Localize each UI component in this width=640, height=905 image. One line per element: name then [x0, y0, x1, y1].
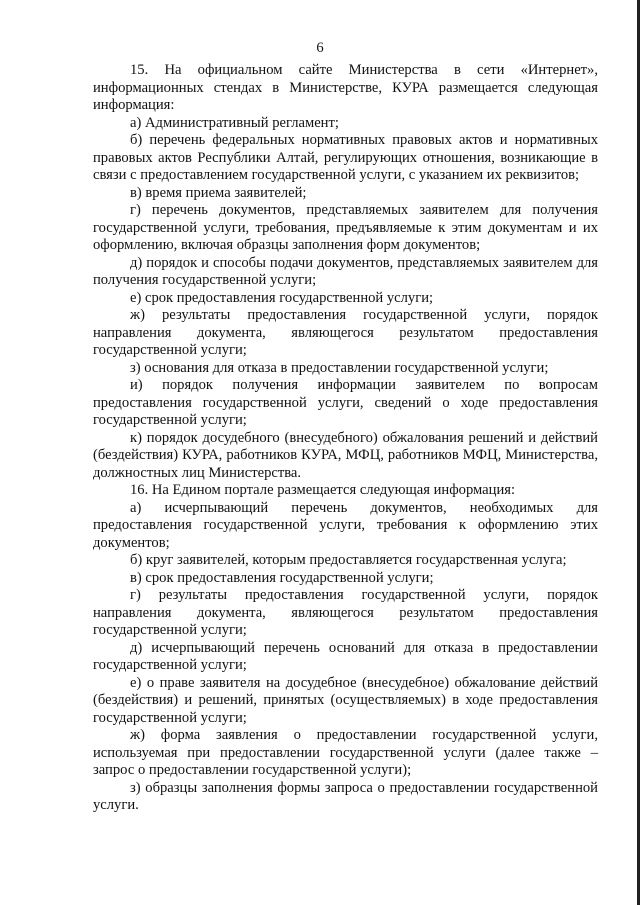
list-item-15-z: з) основания для отказа в предоставлении государственной услуги;	[130, 359, 549, 376]
list-item-15-g: г) перечень документов, представляемых заявителем для получения государственной услуги, требования, предъявляемые к этим документам и их оформлению, включая образцы заполнения форм документов;	[93, 202, 598, 253]
list-item-16-v: в) срок предоставления государственной услуги;	[130, 569, 434, 586]
list-item-15-e: е) срок предоставления государственной услуги;	[130, 289, 434, 306]
list-item-16-b: б) круг заявителей, которым предоставляется государственная услуга;	[130, 552, 567, 568]
list-item-16-e: е) о праве заявителя на досудебное (внесудебное) обжалование действий (бездействия) и решений, принятых (осуществляемых) в ходе предоставления государственной услуги;	[93, 674, 598, 726]
list-item-15-k: к) порядок досудебного (внесудебного) обжалования решений и действий (бездействия) КУРА, работников КУРА, МФЦ, работников МФЦ, Министерства, должностных лиц Министерства.	[93, 429, 598, 481]
list-item-15-i: и) порядок получения информации заявителем по вопросам предоставления государственной услуги, сведений о ходе предоставления государственной услуги;	[93, 377, 598, 428]
list-item-16-d: д) исчерпывающий перечень оснований для отказа в предоставлении государственной услуги;	[93, 639, 598, 673]
list-item-16-zh: ж) форма заявления о предоставлении государственной услуги, используемая при предоставлении государственной услуги (далее также – запрос о предоставлении государственной услуги);	[93, 727, 598, 778]
paragraph-16-intro: 16. На Едином портале размещается следующая информация:	[130, 482, 516, 498]
paragraph-15-intro: 15. На официальном сайте Министерства в сети «Интернет», информационных стендах в Министерстве, КУРА размещается следующая информация:	[93, 62, 598, 113]
list-item-16-a: а) исчерпывающий перечень документов, необходимых для предоставления государственной услуги, требования к оформлению этих документов;	[93, 499, 598, 551]
page-number: 6	[316, 40, 324, 56]
list-item-15-d: д) порядок и способы подачи документов, представляемых заявителем для получения государственной услуги;	[93, 254, 598, 288]
document-body	[93, 62, 598, 815]
list-item-16-z: з) образцы заполнения формы запроса о предоставлении государственной услуги.	[93, 779, 598, 813]
list-item-15-zh: ж) результаты предоставления государственной услуги, порядок направления документа, являющегося результатом предоставления государственной услуги;	[93, 307, 598, 358]
list-item-15-a: а) Административный регламент;	[130, 114, 339, 131]
list-item-15-v: в) время приема заявителей;	[130, 184, 307, 201]
list-item-16-g: г) результаты предоставления государственной услуги, порядок направления документа, являющегося результатом предоставления государственной услуги;	[93, 587, 598, 638]
list-item-15-b: б) перечень федеральных нормативных правовых актов и нормативных правовых актов Республики Алтай, регулирующих отношения, возникающие в связи с предоставлением государственной услуги, с указанием их реквизитов;	[93, 132, 598, 183]
